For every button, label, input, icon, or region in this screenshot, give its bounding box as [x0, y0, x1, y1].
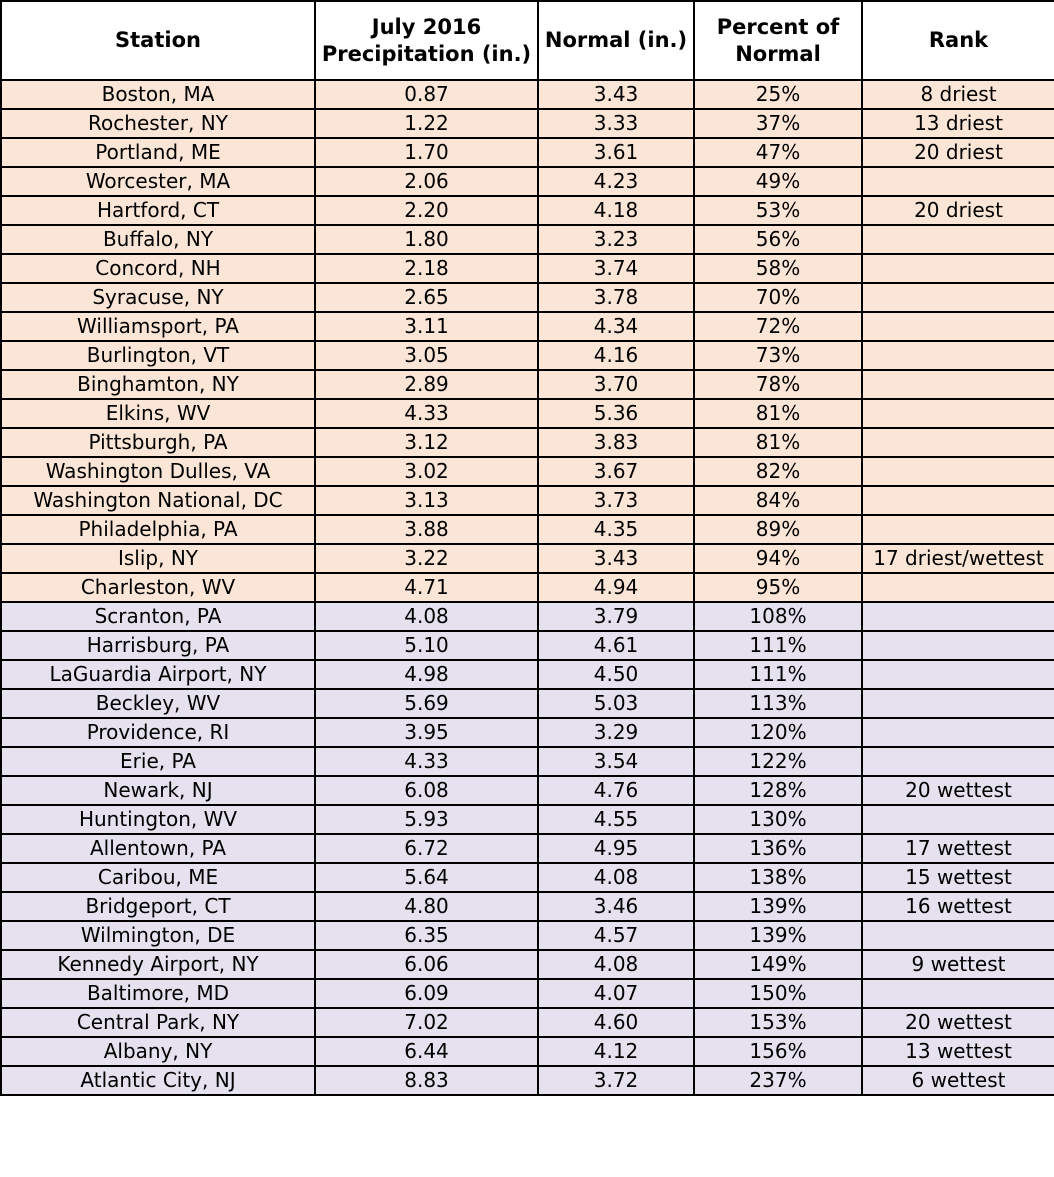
precipitation-cell: 4.33 — [315, 747, 538, 776]
normal-cell: 4.95 — [538, 834, 694, 863]
station-cell: Williamsport, PA — [1, 312, 315, 341]
precipitation-cell: 8.83 — [315, 1066, 538, 1095]
normal-cell: 3.79 — [538, 602, 694, 631]
normal-cell: 3.78 — [538, 283, 694, 312]
table-row — [1, 138, 1054, 167]
normal-cell: 3.23 — [538, 225, 694, 254]
percent-of-normal-cell: 111% — [694, 660, 862, 689]
station-cell: Bridgeport, CT — [1, 892, 315, 921]
rank-cell: 17 wettest — [862, 834, 1054, 863]
precipitation-cell: 4.80 — [315, 892, 538, 921]
percent-of-normal-cell: 128% — [694, 776, 862, 805]
percent-of-normal-cell: 122% — [694, 747, 862, 776]
precipitation-cell: 3.13 — [315, 486, 538, 515]
station-cell: Erie, PA — [1, 747, 315, 776]
table-row — [1, 950, 1054, 979]
table-row — [1, 747, 1054, 776]
station-cell: Burlington, VT — [1, 341, 315, 370]
rank-cell — [862, 660, 1054, 689]
table-row — [1, 544, 1054, 573]
normal-cell: 5.36 — [538, 399, 694, 428]
table-row — [1, 196, 1054, 225]
precipitation-cell: 3.12 — [315, 428, 538, 457]
table-row — [1, 631, 1054, 660]
rank-cell: 17 driest/wettest — [862, 544, 1054, 573]
percent-of-normal-cell: 70% — [694, 283, 862, 312]
precipitation-cell: 0.87 — [315, 80, 538, 109]
table-row — [1, 283, 1054, 312]
table-row — [1, 457, 1054, 486]
percent-of-normal-cell: 156% — [694, 1037, 862, 1066]
precipitation-cell: 2.06 — [315, 167, 538, 196]
precipitation-cell: 5.69 — [315, 689, 538, 718]
rank-cell — [862, 428, 1054, 457]
percent-of-normal-cell: 94% — [694, 544, 862, 573]
rank-cell — [862, 631, 1054, 660]
precipitation-cell: 1.80 — [315, 225, 538, 254]
header-rank: Rank — [862, 1, 1054, 80]
rank-cell: 16 wettest — [862, 892, 1054, 921]
normal-cell: 3.29 — [538, 718, 694, 747]
percent-of-normal-cell: 149% — [694, 950, 862, 979]
rank-cell — [862, 515, 1054, 544]
normal-cell: 4.18 — [538, 196, 694, 225]
table-row — [1, 399, 1054, 428]
header-normal: Normal (in.) — [538, 1, 694, 80]
percent-of-normal-cell: 130% — [694, 805, 862, 834]
table-row — [1, 660, 1054, 689]
percent-of-normal-cell: 108% — [694, 602, 862, 631]
table-row — [1, 689, 1054, 718]
rank-cell: 8 driest — [862, 80, 1054, 109]
normal-cell: 4.08 — [538, 950, 694, 979]
precipitation-cell: 6.35 — [315, 921, 538, 950]
precipitation-cell: 6.08 — [315, 776, 538, 805]
station-cell: Pittsburgh, PA — [1, 428, 315, 457]
precipitation-cell: 5.10 — [315, 631, 538, 660]
rank-cell — [862, 312, 1054, 341]
percent-of-normal-cell: 136% — [694, 834, 862, 863]
table-row — [1, 254, 1054, 283]
table-row — [1, 863, 1054, 892]
precipitation-cell: 3.02 — [315, 457, 538, 486]
percent-of-normal-cell: 81% — [694, 428, 862, 457]
rank-cell — [862, 370, 1054, 399]
normal-cell: 4.23 — [538, 167, 694, 196]
station-cell: Beckley, WV — [1, 689, 315, 718]
table-row — [1, 1037, 1054, 1066]
rank-cell — [862, 979, 1054, 1008]
table-row — [1, 109, 1054, 138]
precipitation-cell: 6.44 — [315, 1037, 538, 1066]
rank-cell: 20 wettest — [862, 776, 1054, 805]
station-cell: Concord, NH — [1, 254, 315, 283]
normal-cell: 3.54 — [538, 747, 694, 776]
station-cell: Buffalo, NY — [1, 225, 315, 254]
precipitation-cell: 4.71 — [315, 573, 538, 602]
normal-cell: 4.08 — [538, 863, 694, 892]
percent-of-normal-cell: 95% — [694, 573, 862, 602]
station-cell: LaGuardia Airport, NY — [1, 660, 315, 689]
precipitation-cell: 6.09 — [315, 979, 538, 1008]
table-row — [1, 805, 1054, 834]
station-cell: Boston, MA — [1, 80, 315, 109]
normal-cell: 4.34 — [538, 312, 694, 341]
normal-cell: 3.33 — [538, 109, 694, 138]
rank-cell — [862, 718, 1054, 747]
rank-cell — [862, 399, 1054, 428]
table-row — [1, 167, 1054, 196]
station-cell: Harrisburg, PA — [1, 631, 315, 660]
precipitation-cell: 6.72 — [315, 834, 538, 863]
rank-cell: 15 wettest — [862, 863, 1054, 892]
table-row — [1, 573, 1054, 602]
rank-cell — [862, 747, 1054, 776]
rank-cell — [862, 689, 1054, 718]
station-cell: Baltimore, MD — [1, 979, 315, 1008]
header-station: Station — [1, 1, 315, 80]
precipitation-cell: 2.20 — [315, 196, 538, 225]
normal-cell: 4.61 — [538, 631, 694, 660]
normal-cell: 3.73 — [538, 486, 694, 515]
precipitation-cell: 2.89 — [315, 370, 538, 399]
station-cell: Atlantic City, NJ — [1, 1066, 315, 1095]
table-row — [1, 921, 1054, 950]
precipitation-cell: 1.22 — [315, 109, 538, 138]
table-row — [1, 515, 1054, 544]
precipitation-cell: 3.22 — [315, 544, 538, 573]
station-cell: Philadelphia, PA — [1, 515, 315, 544]
normal-cell: 3.83 — [538, 428, 694, 457]
percent-of-normal-cell: 84% — [694, 486, 862, 515]
precipitation-cell: 6.06 — [315, 950, 538, 979]
normal-cell: 4.12 — [538, 1037, 694, 1066]
normal-cell: 3.74 — [538, 254, 694, 283]
table-row — [1, 979, 1054, 1008]
station-cell: Huntington, WV — [1, 805, 315, 834]
percent-of-normal-cell: 82% — [694, 457, 862, 486]
percent-of-normal-cell: 111% — [694, 631, 862, 660]
normal-cell: 4.94 — [538, 573, 694, 602]
precipitation-cell: 2.18 — [315, 254, 538, 283]
normal-cell: 3.67 — [538, 457, 694, 486]
rank-cell: 9 wettest — [862, 950, 1054, 979]
table-row — [1, 834, 1054, 863]
percent-of-normal-cell: 56% — [694, 225, 862, 254]
percent-of-normal-cell: 113% — [694, 689, 862, 718]
normal-cell: 4.07 — [538, 979, 694, 1008]
precipitation-cell: 5.93 — [315, 805, 538, 834]
precipitation-cell: 2.65 — [315, 283, 538, 312]
percent-of-normal-cell: 49% — [694, 167, 862, 196]
normal-cell: 4.16 — [538, 341, 694, 370]
normal-cell: 3.61 — [538, 138, 694, 167]
rank-cell — [862, 921, 1054, 950]
table-row — [1, 80, 1054, 109]
station-cell: Binghamton, NY — [1, 370, 315, 399]
percent-of-normal-cell: 139% — [694, 921, 862, 950]
table-row — [1, 486, 1054, 515]
rank-cell — [862, 602, 1054, 631]
precipitation-cell: 1.70 — [315, 138, 538, 167]
station-cell: Rochester, NY — [1, 109, 315, 138]
percent-of-normal-cell: 138% — [694, 863, 862, 892]
normal-cell: 3.72 — [538, 1066, 694, 1095]
percent-of-normal-cell: 47% — [694, 138, 862, 167]
normal-cell: 3.70 — [538, 370, 694, 399]
percent-of-normal-cell: 153% — [694, 1008, 862, 1037]
station-cell: Scranton, PA — [1, 602, 315, 631]
precipitation-cell: 7.02 — [315, 1008, 538, 1037]
header-row — [1, 1, 1054, 80]
percent-of-normal-cell: 237% — [694, 1066, 862, 1095]
station-cell: Worcester, MA — [1, 167, 315, 196]
percent-of-normal-cell: 72% — [694, 312, 862, 341]
precipitation-cell: 3.88 — [315, 515, 538, 544]
percent-of-normal-cell: 78% — [694, 370, 862, 399]
precipitation-cell: 4.33 — [315, 399, 538, 428]
normal-cell: 3.46 — [538, 892, 694, 921]
rank-cell — [862, 167, 1054, 196]
table-body — [1, 80, 1054, 1095]
rank-cell: 20 driest — [862, 138, 1054, 167]
station-cell: Portland, ME — [1, 138, 315, 167]
station-cell: Allentown, PA — [1, 834, 315, 863]
percent-of-normal-cell: 53% — [694, 196, 862, 225]
header-precipitation: July 2016 Precipitation (in.) — [315, 1, 538, 80]
percent-of-normal-cell: 73% — [694, 341, 862, 370]
station-cell: Washington Dulles, VA — [1, 457, 315, 486]
rank-cell: 20 wettest — [862, 1008, 1054, 1037]
table-row — [1, 370, 1054, 399]
rank-cell — [862, 283, 1054, 312]
station-cell: Central Park, NY — [1, 1008, 315, 1037]
station-cell: Providence, RI — [1, 718, 315, 747]
percent-of-normal-cell: 37% — [694, 109, 862, 138]
normal-cell: 3.43 — [538, 544, 694, 573]
table-row — [1, 225, 1054, 254]
table-row — [1, 341, 1054, 370]
rank-cell — [862, 225, 1054, 254]
rank-cell: 20 driest — [862, 196, 1054, 225]
station-cell: Islip, NY — [1, 544, 315, 573]
percent-of-normal-cell: 58% — [694, 254, 862, 283]
table-row — [1, 1066, 1054, 1095]
percent-of-normal-cell: 120% — [694, 718, 862, 747]
table-row — [1, 1008, 1054, 1037]
normal-cell: 3.43 — [538, 80, 694, 109]
percent-of-normal-cell: 139% — [694, 892, 862, 921]
rank-cell: 13 driest — [862, 109, 1054, 138]
precipitation-cell: 3.95 — [315, 718, 538, 747]
normal-cell: 4.55 — [538, 805, 694, 834]
precipitation-cell: 3.05 — [315, 341, 538, 370]
station-cell: Albany, NY — [1, 1037, 315, 1066]
normal-cell: 4.50 — [538, 660, 694, 689]
rank-cell — [862, 341, 1054, 370]
percent-of-normal-cell: 81% — [694, 399, 862, 428]
rank-cell — [862, 457, 1054, 486]
percent-of-normal-cell: 25% — [694, 80, 862, 109]
station-cell: Charleston, WV — [1, 573, 315, 602]
station-cell: Kennedy Airport, NY — [1, 950, 315, 979]
station-cell: Hartford, CT — [1, 196, 315, 225]
station-cell: Syracuse, NY — [1, 283, 315, 312]
rank-cell — [862, 486, 1054, 515]
table-row — [1, 428, 1054, 457]
station-cell: Washington National, DC — [1, 486, 315, 515]
table-row — [1, 602, 1054, 631]
normal-cell: 4.35 — [538, 515, 694, 544]
precipitation-cell: 5.64 — [315, 863, 538, 892]
normal-cell: 4.57 — [538, 921, 694, 950]
normal-cell: 5.03 — [538, 689, 694, 718]
normal-cell: 4.60 — [538, 1008, 694, 1037]
rank-cell: 13 wettest — [862, 1037, 1054, 1066]
station-cell: Elkins, WV — [1, 399, 315, 428]
normal-cell: 4.76 — [538, 776, 694, 805]
percent-of-normal-cell: 89% — [694, 515, 862, 544]
precipitation-cell: 4.08 — [315, 602, 538, 631]
table-row — [1, 718, 1054, 747]
precipitation-cell: 3.11 — [315, 312, 538, 341]
percent-of-normal-cell: 150% — [694, 979, 862, 1008]
header-percent-of-normal: Percent of Normal — [694, 1, 862, 80]
rank-cell — [862, 805, 1054, 834]
rank-cell — [862, 573, 1054, 602]
table-row — [1, 312, 1054, 341]
table-row — [1, 776, 1054, 805]
station-cell: Caribou, ME — [1, 863, 315, 892]
station-cell: Wilmington, DE — [1, 921, 315, 950]
rank-cell: 6 wettest — [862, 1066, 1054, 1095]
precipitation-cell: 4.98 — [315, 660, 538, 689]
table-row — [1, 892, 1054, 921]
rank-cell — [862, 254, 1054, 283]
station-cell: Newark, NJ — [1, 776, 315, 805]
